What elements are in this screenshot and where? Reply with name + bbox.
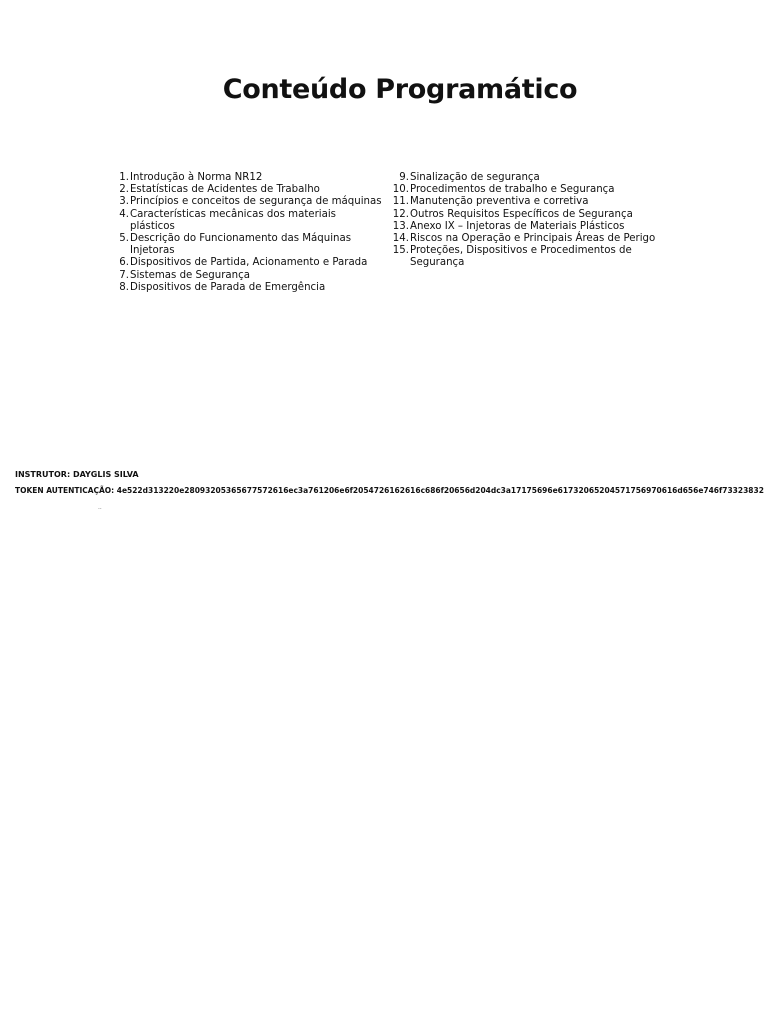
list-item: [112, 172, 382, 184]
item-number: 14.: [392, 233, 409, 245]
list-item: [112, 257, 382, 269]
item-number: 15.: [392, 245, 409, 257]
item-text: Proteções, Dispositivos e Procedimentos de Segurança: [410, 245, 632, 269]
list-item: [392, 209, 662, 221]
item-text: Estatísticas de Acidentes de Trabalho: [130, 184, 320, 196]
instructor-line: INSTRUTOR: DAYGLIS SILVA: [15, 470, 139, 479]
item-number: 9.: [399, 172, 409, 183]
list-item: [112, 270, 382, 282]
item-text: Dispositivos de Parada de Emergência: [130, 281, 326, 293]
item-number: 2.: [119, 184, 129, 196]
list-item: [112, 196, 382, 208]
list-item: [392, 184, 662, 196]
item-text: Sistemas de Segurança: [130, 269, 250, 281]
item-text: Procedimentos de trabalho e Segurança: [410, 184, 615, 196]
item-text: Dispositivos de Partida, Acionamento e Parada: [130, 257, 368, 269]
list-item: [112, 233, 382, 257]
syllabus-list-left: [112, 172, 382, 294]
list-item: [112, 184, 382, 196]
list-item: [392, 172, 662, 184]
list-item: [392, 233, 662, 245]
item-text: Princípios e conceitos de segurança de máquinas: [130, 196, 382, 208]
auth-token-line: TOKEN AUTENTICAÇÃO: 4e522d313220e28093205365677572616ec3a761206e6f2054726162616c686f20656d204dc3a17175696e61732065204571756970616d656e746f73323832: [15, 486, 764, 495]
item-text: Anexo IX – Injetoras de Materiais Plásticos: [410, 220, 625, 232]
item-text: Sinalização de segurança: [410, 172, 540, 183]
list-item: [392, 245, 662, 269]
list-item: [392, 196, 662, 208]
item-number: 7.: [119, 269, 129, 281]
item-text: Riscos na Operação e Principais Áreas de Perigo: [410, 233, 656, 245]
list-item: [112, 209, 382, 233]
item-number: 10.: [392, 184, 409, 196]
item-number: 5.: [119, 233, 129, 245]
item-number: 8.: [119, 281, 129, 293]
item-text: Descrição do Funcionamento das Máquinas Injetoras: [130, 233, 352, 257]
item-number: 13.: [392, 220, 409, 232]
item-number: 1.: [119, 172, 129, 183]
footer-dots: ..: [98, 504, 102, 511]
item-text: Introdução à Norma NR12: [130, 172, 263, 183]
item-number: 4.: [119, 208, 129, 220]
syllabus-list-right: [392, 172, 662, 270]
list-item: [392, 221, 662, 233]
item-text: Outros Requisitos Específicos de Segurança: [410, 208, 633, 220]
item-number: 12.: [392, 208, 409, 220]
item-number: 6.: [119, 257, 129, 269]
item-text: Características mecânicas dos materiais plásticos: [130, 208, 336, 232]
item-text: Manutenção preventiva e corretiva: [410, 196, 589, 208]
item-number: 11.: [392, 196, 409, 208]
item-number: 3.: [119, 196, 129, 208]
page-title: Conteúdo Programático: [222, 74, 578, 105]
list-item: [112, 282, 382, 294]
